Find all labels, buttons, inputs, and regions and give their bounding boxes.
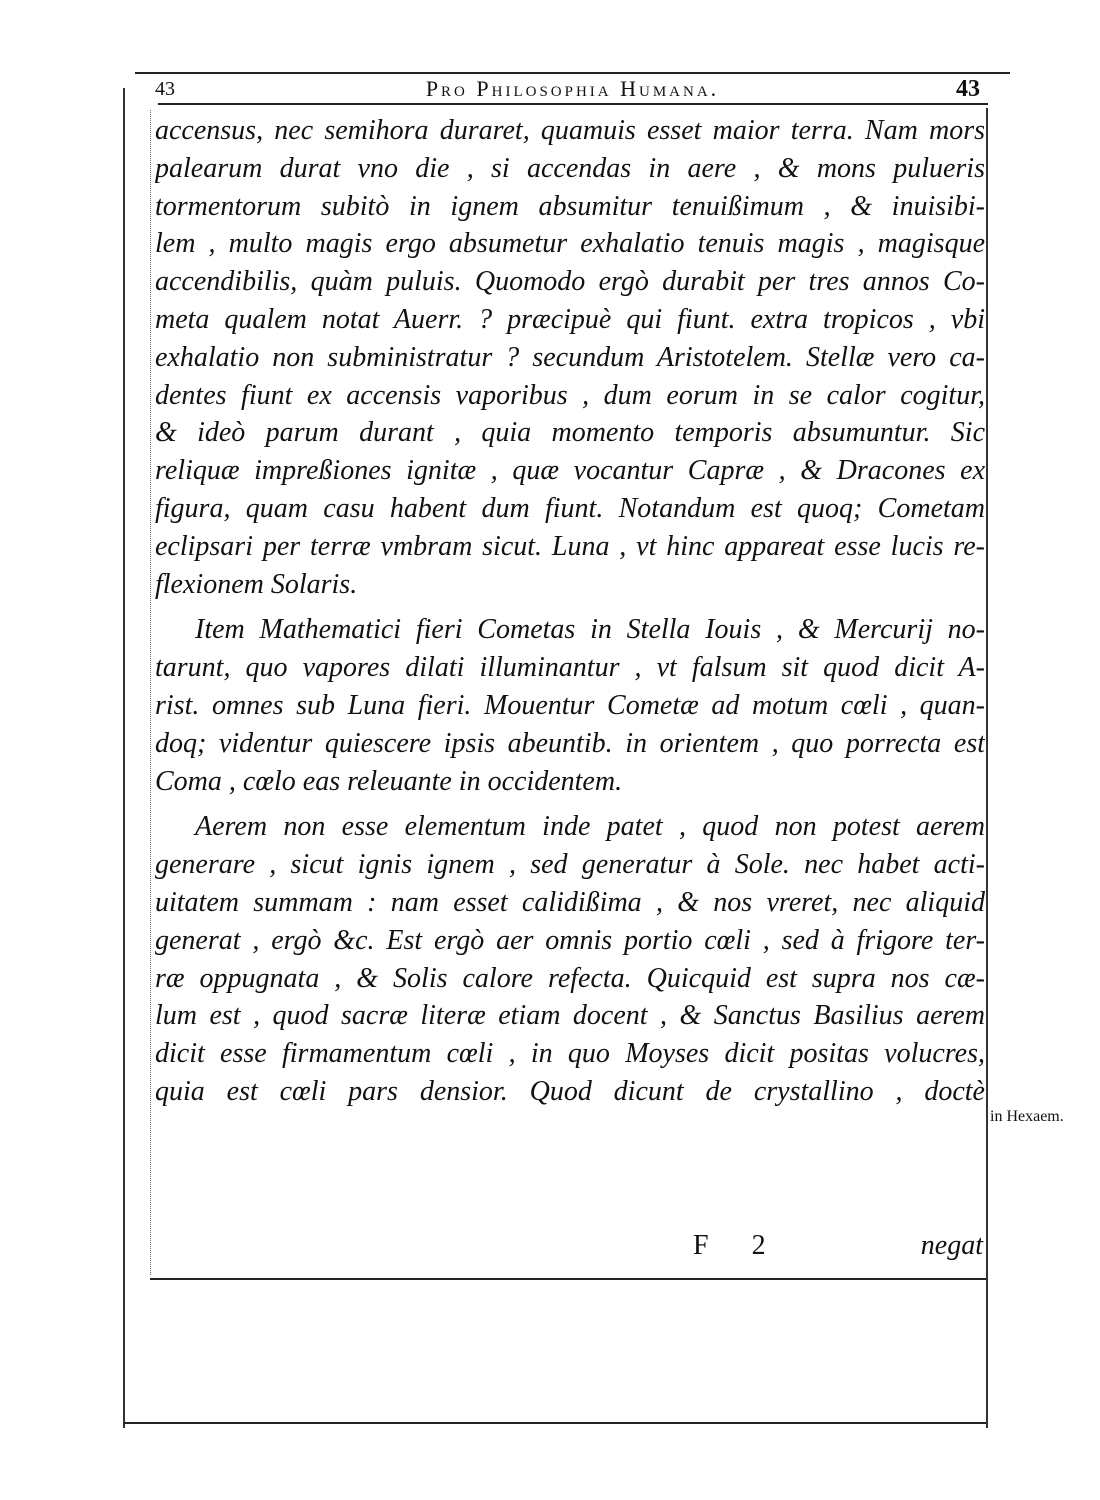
page-number-right: 43: [956, 76, 980, 102]
text-line: lum est , quod sacræ literæ etiam docent , & Sanctus Basilius aerem: [155, 1000, 985, 1032]
body-text: [155, 112, 985, 1111]
header-rule: [158, 103, 988, 105]
text-line: & ideò parum durant , quia momento temporis absumuntur. Sic: [155, 417, 985, 449]
frame-bottom-rule: [123, 1422, 986, 1424]
text-line: reliquæ impreßiones ignitæ , quæ vocantur Capræ , & Dracones ex: [155, 455, 985, 487]
text-line: doq; videntur quiescere ipsis abeuntib. in orientem , quo porrecta est: [155, 727, 985, 759]
text-bottom-rule: [150, 1278, 986, 1280]
signature-mark: F 2: [693, 1230, 784, 1261]
text-line: ræ oppugnata , & Solis calore refecta. Quicquid est supra nos cæ-: [155, 962, 985, 994]
running-title: Pro Philosophia Humana.: [425, 76, 720, 101]
text-line: uitatem summam : nam esset calidißima , & nos vreret, nec aliquid: [155, 886, 985, 918]
margin-note: in Hexaem.: [990, 1108, 1064, 1125]
text-line: Item Mathematici fieri Cometas in Stella Iouis , & Mercurij no-: [195, 614, 985, 646]
running-header: [155, 76, 990, 102]
text-line: dicit esse firmamentum cœli , in quo Moyses dicit positas volucres,: [155, 1038, 985, 1070]
text-line: figura, quam casu habent dum fiunt. Notandum est quoq; Cometam: [155, 492, 985, 524]
text-line: dentes fiunt ex accensis vaporibus , dum eorum in se calor cogitur,: [155, 379, 985, 411]
frame-top-rule: [135, 72, 1010, 74]
text-line: accendibilis, quàm puluis. Quomodo ergò durabit per tres annos Co-: [155, 266, 985, 298]
text-line: exhalatio non subministratur ? secundum Aristotelem. Stellæ vero ca-: [155, 341, 985, 373]
text-line: eclipsari per terræ vmbram sicut. Luna , vt hinc appareat esse lucis re-: [155, 530, 985, 562]
catchword: negat: [920, 1230, 983, 1261]
frame-left-rule: [123, 88, 125, 1428]
text-line: tormentorum subitò in ignem absumitur tenuißimum , & inuisibi-: [155, 190, 985, 222]
text-line: flexionem Solaris.: [155, 568, 358, 600]
text-line: generat , ergò &c. Est ergò aer omnis portio cœli , sed à frigore ter-: [155, 924, 985, 956]
text-left-rule: [150, 110, 151, 1275]
page-number-left: 43: [155, 78, 175, 100]
text-line: Coma , cœlo eas releuante in occidentem.: [155, 765, 623, 797]
text-line: generare , sicut ignis ignem , sed generatur à Sole. nec habet acti-: [155, 849, 985, 881]
text-line: accensus, nec semihora duraret, quamuis esset maior terra. Nam mors: [155, 115, 985, 146]
frame-right-rule: [986, 108, 988, 1428]
text-line: rist. omnes sub Luna fieri. Mouentur Cometæ ad motum cœli , quan-: [155, 689, 985, 721]
text-line: lem , multo magis ergo absumetur exhalatio tenuis magis , magisque: [155, 228, 985, 260]
page-footer: [155, 1230, 985, 1270]
text-line: meta qualem notat Auerr. ? præcipuè qui fiunt. extra tropicos , vbi: [155, 303, 985, 335]
text-line: quia est cœli pars densior. Quod dicunt de crystallino , doctè: [155, 1075, 985, 1107]
text-line: Aerem non esse elementum inde patet , quod non potest aerem: [195, 811, 985, 843]
text-line: tarunt, quo vapores dilati illuminantur , vt falsum sit quod dicit A-: [155, 652, 985, 684]
text-line: palearum durat vno die , si accendas in aere , & mons pulueris: [155, 152, 985, 184]
